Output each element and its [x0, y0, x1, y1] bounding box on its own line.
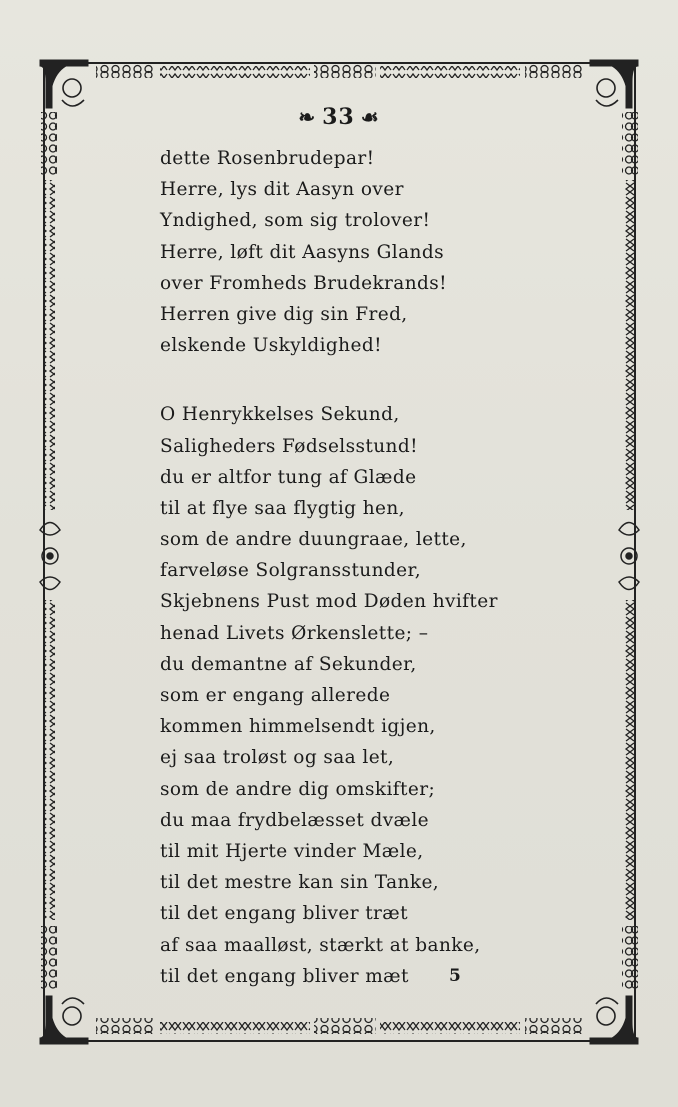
poem-line: dette Rosenbrudepar! — [160, 148, 375, 169]
page-number-header — [0, 104, 678, 130]
poem-line: af saa maalløst, stærkt at banke, — [160, 934, 481, 956]
stanza-2 — [160, 399, 498, 992]
poem-line: over Fromheds Brudekrands! — [160, 272, 448, 294]
poem-text — [160, 143, 498, 992]
poem-line: til mit Hjerte vinder Mæle, — [160, 840, 424, 862]
poem-line: Saligheders Fødselsstund! — [160, 435, 418, 457]
poem-line: henad Livets Ørkenslette; – — [160, 622, 429, 644]
poem-line: du demantne af Sekunder, — [160, 653, 417, 675]
poem-line: til det engang bliver mæt — [160, 965, 409, 987]
poem-line: Yndighed, som sig trolover! — [160, 210, 431, 232]
poem-line: Herre, løft dit Aasyns Glands — [160, 241, 444, 263]
right-fleuron-icon: ☙ — [360, 105, 380, 129]
poem-line: som de andre dig omskifter; — [160, 778, 436, 800]
poem-line: til at flye saa flygtig hen, — [160, 497, 405, 519]
poem-line: du er altfor tung af Glæde — [160, 466, 417, 488]
poem-line: O Henrykkelses Sekund, — [160, 404, 400, 426]
poem-line: Herren give dig sin Fred, — [160, 303, 408, 325]
poem-line: som de andre duungraae, lette, — [160, 529, 467, 551]
poem-line: farveløse Solgransstunder, — [160, 560, 421, 582]
poem-line: kommen himmelsendt igjen, — [160, 716, 436, 738]
poem-line: Skjebnens Pust mod Døden hvifter — [160, 591, 498, 613]
poem-line: ej saa troløst og saa let, — [160, 747, 395, 769]
poem-line: Herre, lys dit Aasyn over — [160, 179, 404, 201]
poem-line: elskende Uskyldighed! — [160, 335, 382, 357]
poem-line: til det mestre kan sin Tanke, — [160, 872, 440, 894]
stanza-gap — [160, 361, 490, 399]
stanza-1 — [160, 143, 490, 361]
poem-line: til det engang bliver træt — [160, 903, 408, 925]
poem-line: du maa frydbelæsset dvæle — [160, 809, 429, 831]
left-fleuron-icon: ❧ — [298, 105, 317, 129]
signature-mark: 5 — [449, 966, 461, 986]
poem-line: som er engang allerede — [160, 685, 391, 706]
page-number: 33 — [322, 104, 355, 130]
